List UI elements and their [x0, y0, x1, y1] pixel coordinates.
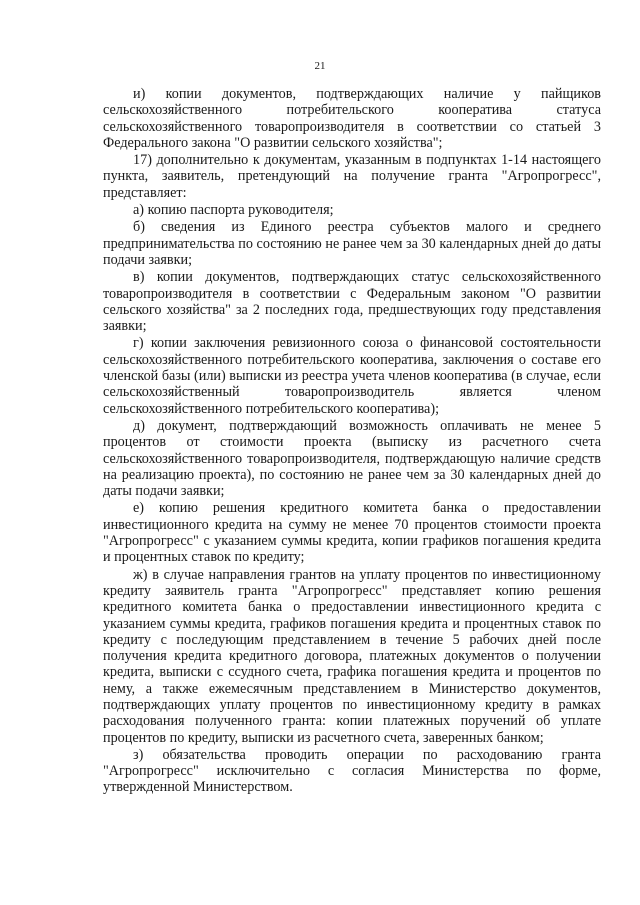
page-number: 21: [314, 60, 326, 72]
paragraph-zh: ж) в случае направления грантов на уплату процентов по инвестиционному кредиту заявитель гранта "Агропрогресс" представляет копию решения кредитного комитета банка о предоставлении инвестиционного кредита с указанием суммы кредита, графиков погашения кредита и процентных ставок по кредиту с последующим представлением в течение 5 рабочих дней после получения кредита кредитного договора, платежных документов о получении кредита, выписки с ссудного счета, графика погашения кредита и процентов по нему, а также ежемесячным представлением в Министерство документов, подтверждающих уплату процентов по инвестиционному кредиту в рамках расходования полученного гранта: копии платежных поручений об уплате процентов по кредиту, выписки из расчетного счета, заверенных банком;: [103, 566, 601, 746]
paragraph-e: е) копию решения кредитного комитета банка о предоставлении инвестиционного кредита на сумму не менее 70 процентов стоимости проекта "Агропрогресс" с указанием суммы кредита, копии графиков погашения кредита и процентных ставок по кредиту;: [103, 500, 601, 566]
paragraph-d: д) документ, подтверждающий возможность оплачивать не менее 5 процентов от стоимости проекта (выписку из расчетного счета сельскохозяйственного товаропроизводителя, подтверждающую наличие средств на реализацию проекта), по состоянию не ранее чем за 30 календарных дней до даты подачи заявки;: [103, 417, 601, 500]
paragraph-i: и) копии документов, подтверждающих наличие у пайщиков сельскохозяйственного потребительского кооператива статуса сельскохозяйственного товаропроизводителя в соответствии со статьей 3 Федерального закона "О развитии сельского хозяйства";: [103, 86, 601, 151]
paragraph-a: а) копию паспорта руководителя;: [133, 202, 334, 219]
paragraph-z: з) обязательства проводить операции по расходованию гранта "Агропрогресс" исключительно с согласия Министерства по форме, утвержденной Министерством.: [103, 746, 601, 796]
paragraph-17: 17) дополнительно к документам, указанным в подпунктах 1-14 настоящего пункта, заявитель, претендующий на получение гранта "Агропрогресс", представляет:: [103, 152, 601, 201]
paragraph-v: в) копии документов, подтверждающих статус сельскохозяйственного товаропроизводителя в соответствии с Федеральным законом "О развитии сельского хозяйства" за 2 последних года, предшествующих году представления заявки;: [103, 269, 601, 335]
paragraph-b: б) сведения из Единого реестра субъектов малого и среднего предпринимательства по состоянию не ранее чем за 30 календарных дней до даты подачи заявки;: [103, 219, 601, 268]
paragraph-g: г) копии заключения ревизионного союза о финансовой состоятельности сельскохозяйственного потребительского кооператива, заключения о составе его членской базы (или) выписки из реестра учета членов кооператива (в случае, если сельскохозяйственный товаропроизводитель является членом сельскохозяйственного потребительского кооператива);: [103, 335, 601, 417]
document-body: [103, 86, 601, 797]
